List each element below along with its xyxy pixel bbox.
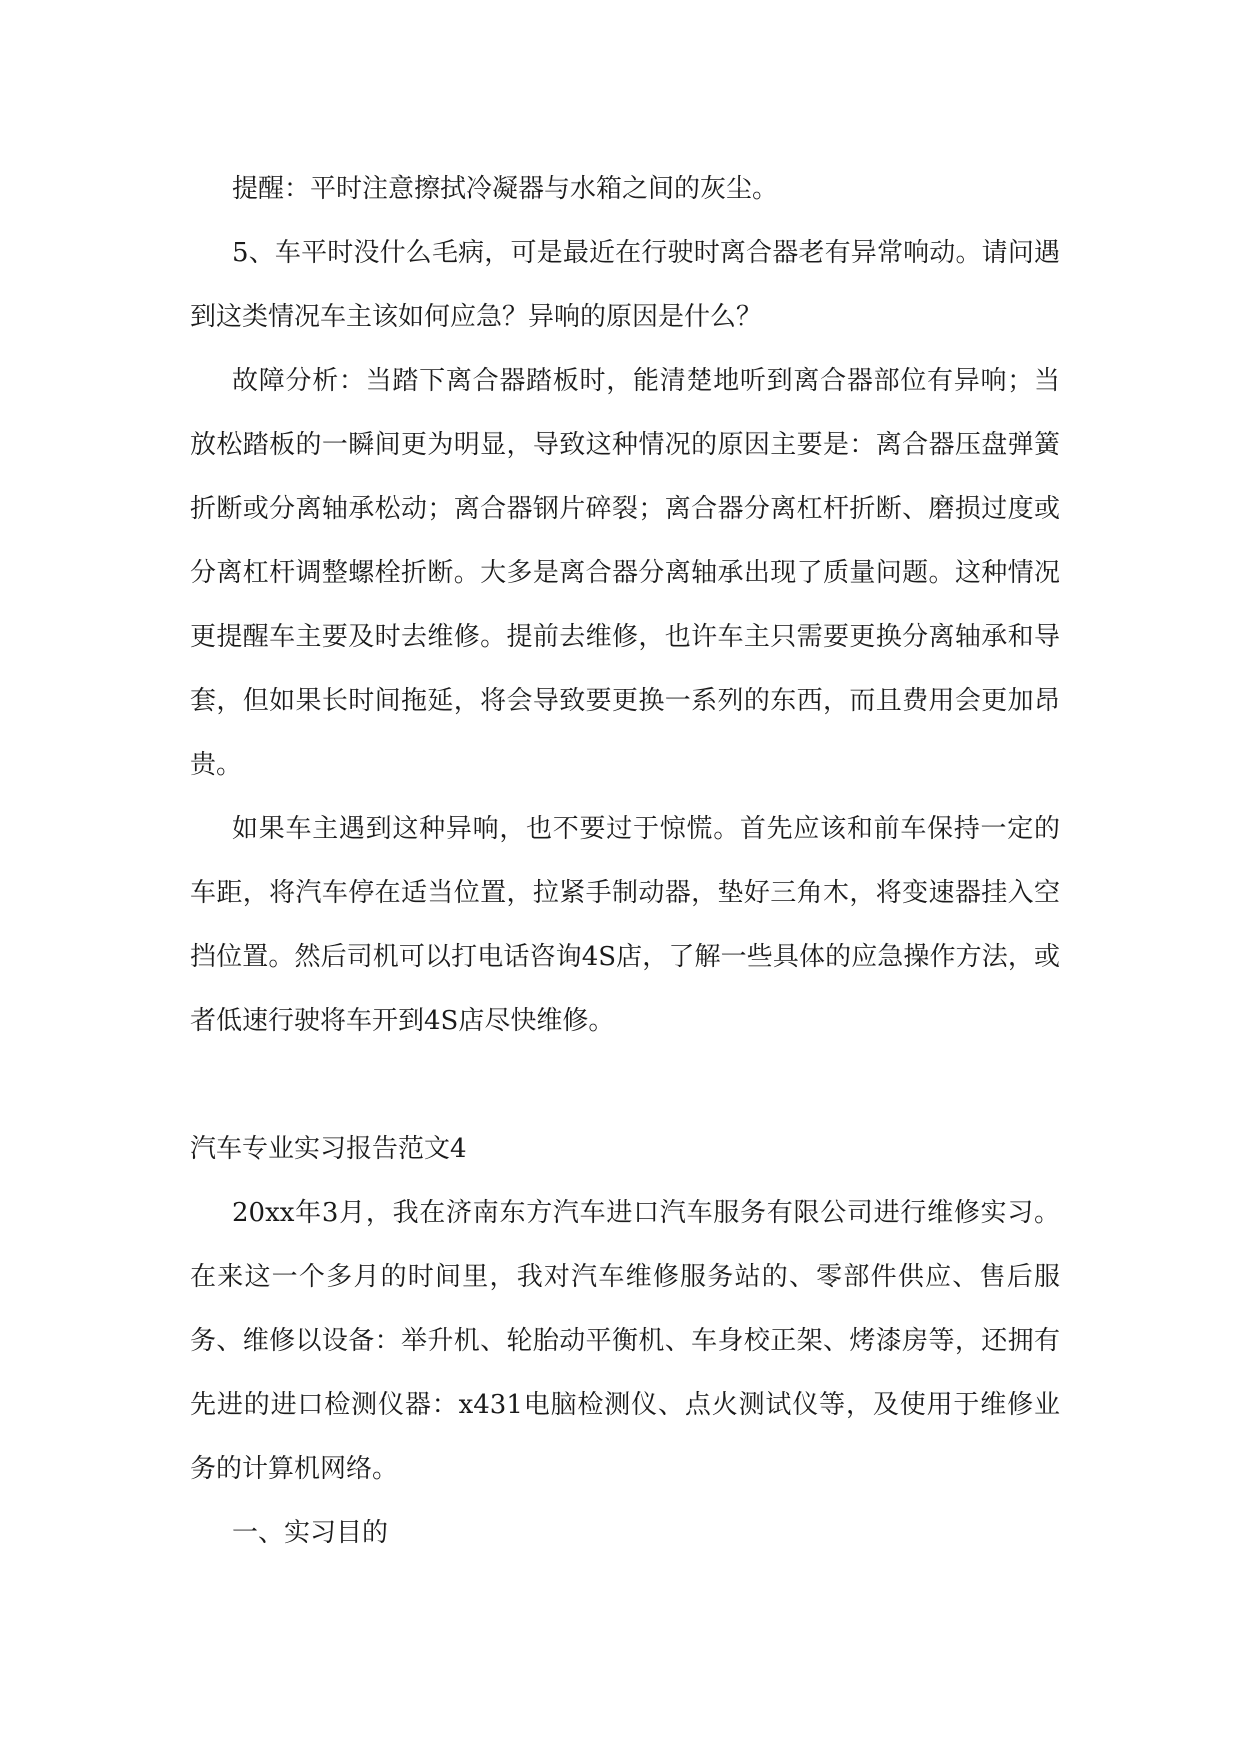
subsection-heading: 一、实习目的: [232, 1518, 389, 1548]
advice-paragraph: 如果车主遇到这种异响，也不要过于惊慌。首先应该和前车保持一定的车距，将汽车停在适当位置，拉紧手制动器，垫好三角木，将变速器挂入空挡位置。然后司机可以打电话咨询4S店，了解一些具体的应急操作方法，或者低速行驶将车开到4S店尽快维修。: [190, 814, 1060, 1036]
reminder-paragraph: 提醒：平时注意擦拭冷凝器与水箱之间的灰尘。: [232, 174, 779, 204]
analysis-paragraph: 故障分析：当踏下离合器踏板时，能清楚地听到离合器部位有异响；当放松踏板的一瞬间更为明显，导致这种情况的原因主要是：离合器压盘弹簧折断或分离轴承松动；离合器钢片碎裂；离合器分离杠杆折断、磨损过度或分离杠杆调整螺栓折断。大多是离合器分离轴承出现了质量问题。这种情况更提醒车主要及时去维修。提前去维修，也许车主只需要更换分离轴承和导套，但如果长时间拖延，将会导致要更换一系列的东西，而且费用会更加昂贵。: [190, 366, 1060, 780]
section-spacer: [190, 1053, 1060, 1117]
intro-paragraph: 20xx年3月，我在济南东方汽车进口汽车服务有限公司进行维修实习。在来这一个多月的时间里，我对汽车维修服务站的、零部件供应、售后服务、维修以设备：举升机、轮胎动平衡机、车身校正架、烤漆房等，还拥有先进的进口检测仪器：x431电脑检测仪、点火测试仪等，及使用于维修业务的计算机网络。: [190, 1198, 1060, 1484]
question-paragraph: 5、车平时没什么毛病，可是最近在行驶时离合器老有异常响动。请问遇到这类情况车主该如何应急？异响的原因是什么？: [190, 238, 1060, 332]
document-body: [190, 157, 1060, 1565]
section-title: 汽车专业实习报告范文4: [190, 1134, 467, 1164]
